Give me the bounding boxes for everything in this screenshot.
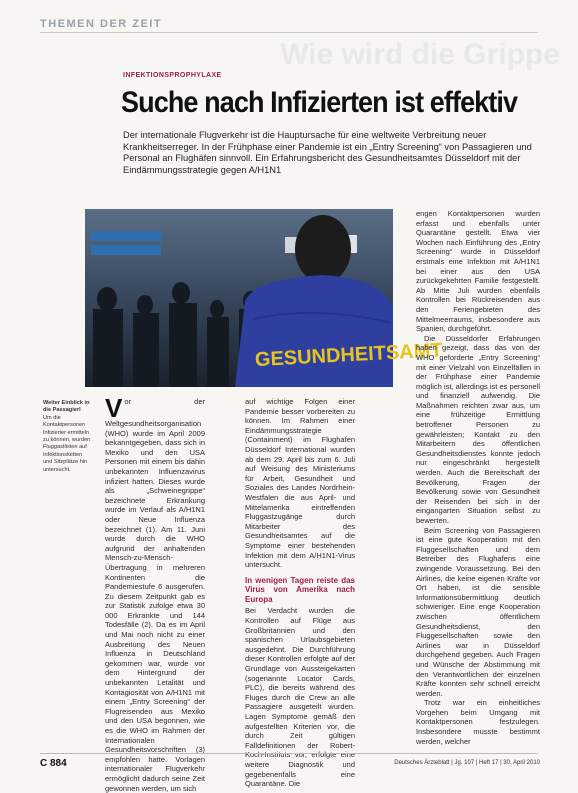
footer-divider [40,753,538,754]
airport-scene-illustration [85,209,444,387]
ghost-show-through-text: Wie wird die Grippe [280,38,560,71]
section-divider [40,32,538,33]
journal-reference: Deutsches Ärzteblatt | Jg. 107 | Heft 17 | 30. April 2010 [394,760,540,766]
column-2-text-2: Bei Verdacht wurden die Kontrollen auf Flüge aus Großbritannien und den spanischen Urlaubsgebieten ausgedehnt. Die Durchführung dieser Kontrollen erfolgte auf der Grundlage von Aussteigekarten (sogenannte Locator Cards, PLC), die bereits während des Fluges durch die Crew an alle Passagiere ausgeteilt wurden. Lagen Symptome gemäß den aufgestellten Kriterien vor, die durch Zeit gültigen Falldefinitionen der Robert-Koch-Instituts vor, erfolgte eine weitere Diagnostik und gegebenenfalls eine Quarantäne. Die [245,606,355,789]
drop-cap: V [105,393,123,423]
column-3-text-3: Beim Screening von Passagieren ist eine gute Kooperation mit den Fluggesellschaften und dem Betreiber des Flughafens eine zwingende Voraussetzung. Bei den Airlines, die keine eigenen Kräfte vor Ort haben, ist die sensible Informationsübermittlung deutlich schwieriger. Eine enge Kooperation zwischen öffentlichem Gesundheitsdienst, den Fluggesellschaften sowie den Airlines war in Düsseldorf durchgehend gegeben. Auch Fragen und Wünsche der Abstimmung mit den Verantwortlichen der einzelnen Kräfte konnten sehr schnell erreicht werden. [416,525,540,698]
body-column-3 [416,209,540,746]
column-3-text-4: Trotz war ein einheitliches Vorgehen beim Umgang mit Kontaktpersonen festzulegen. Insbesondere musste bestimmt werden, welcher [416,698,540,746]
vest-lettering: GESUNDHEITSAMT [254,339,444,372]
article-lead: Der internationale Flugverkehr ist die Hauptursache für eine weltweite Verbreitung neuer Krankheitserreger. In der Frühphase einer Pandemie ist ein „Entry Screening“ von Passagieren und Personal an Flughäfen sinnvoll. Ein Erfahrungsbericht des Gesundheitsamtes Düsseldorf mit der Eindämmungsstrategie gegen A/H1N1 [123,130,532,175]
article-title: Suche nach Infizierten ist effektiv [121,86,518,119]
photo-caption [43,400,93,474]
column-1-text: or der Weltgesundheitsorganisation (WHO) wurde im April 2009 bekanntgegeben, dass sich in Mexiko und den USA Personen mit einem bis dahin unbekannten Influenzavirus infiziert hatten. Dieses wurde als „Schweinegrippe“ bezeichnete Erkrankung wurde im Verlauf als A/H1N1 oder Neue Influenza bezeichnet (1). Am 11. Juni wurde durch die WHO aufgrund der anhaltenden Mensch-zu-Mensch-Übertragung in mehreren Kontinenten die Pandemiestufe 6 ausgerufen. Zu diesem Zeitpunkt gab es zur Statistik zufolge etwa 30 000 Erkrankte und 144 Todesfälle (2). Da es im April und Mai noch nicht zu einer Ausbreitung des Neuen Influenza in Deutschland gekommen war, wurde vor dem Hintergrund der unbekannten Letalität und Kontagiosität von A/H1N1 mit einem „Entry Screening“ der Flugreisenden aus Mexiko und den USA begonnen, wie es die WHO im Rahmen der Internationalen Gesundheitsvorschriften (3) empfohlen hatte. Vorlagen internationaler Flugverkehr ermöglicht dadurch seine Zeit gewonnen werden, um sich [105,397,205,793]
article-kicker: INFEKTIONSPROPHYLAXE [123,72,222,79]
body-column-2 [245,397,355,789]
caption-body: Um die Kontaktpersonen Infizierter ermitteln zu können, wurden Fluggastlisten auf Infektionsketten und Sitzplätze hin untersucht. [43,414,91,473]
article-photo [85,209,444,387]
column-2-text-1: auf wichtige Folgen einer Pandemie besser vorbereiten zu können. Im Rahmen einer Eindämmungsstrategie (Containment) im Flughafen Düsseldorf International wurden ab dem 29. April bis zum 6. Juli auf Weisung des Ministeriums für Arbeit, Gesundheit und Soziales des Landes Nordrhein-Westfalen die aus April- und Mittelamerika eintreffenden Fluggastzugänge durch Mitarbeiter des Gesundheitsamtes auf die Symptome einer bestehenden Infektion mit dem A/H1N1-Virus untersucht. [245,397,355,570]
column-3-text-2: Die Düsseldorfer Erfahrungen haben gezeigt, dass das von der WHO geforderte „Entry Screening“ mit einer Vielzahl von Einzelfällen in der Frühphase einer Pandemie möglich ist, allerdings ist es personell und finanziell aufwendig. Die Maßnahmen reichten zwar aus, um eine frühzeitige Ermittlung betroffener Personen zu gewährleisten; Kontakt zu den Mitarbeitern des öffentlichen Gesundheitsdienstes konnte jedoch nur eingeschränkt hergestellt werden. Auch die Bereitschaft der Bevölkerung, Fragen der Bevölkerung sowie von Gesundheit der Reisenden bei sich in der eingangarten Situation selbst zu bewerten. [416,333,540,525]
column-2-subhead: In wenigen Tagen reiste das Virus von Amerika nach Europa [245,575,355,604]
caption-title: Weiter Einblick in die Passagierl [43,400,90,414]
column-3-text-1: engen Kontaktpersonen wurden erfasst und ebenfalls unter Quarantäne gestellt. Etwa vier Wochen nach Einführung des „Entry Screening“ wurde in Düsseldorf erstmals eine Infektion mit A/H1N1 bei einer aus den USA zurückgekehrten Familie festgestellt. Ab Mitte Juli wurden ebenfalls Kontrollen bei Rückreisenden aus den Feriengebieten des Mittelmeerraums, insbesondere aus Spanien, durchgeführt. [416,209,540,334]
departure-board [91,231,161,241]
section-label: THEMEN DER ZEIT [40,18,163,30]
page-number: C 884 [40,758,67,769]
body-column-1 [105,393,205,793]
